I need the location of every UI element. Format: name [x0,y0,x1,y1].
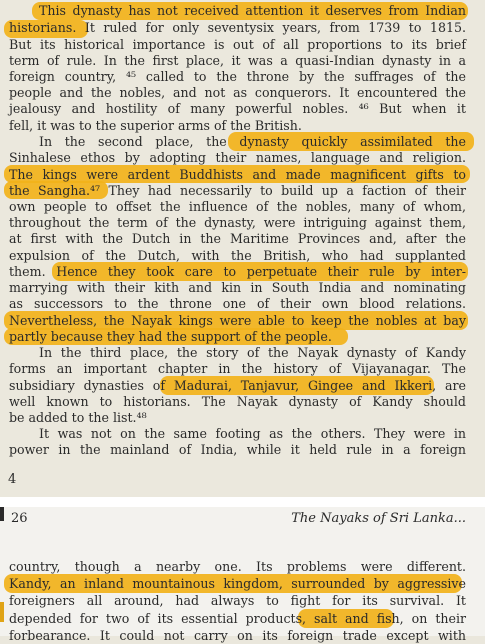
text-line: This dynasty has not received attention it deserves from Indian [39,3,466,18]
text-line: fell, it was to the superior arms of the British. [9,118,302,133]
text-line: Kandy, an inland mountainous kingdom, surrounded by aggressive [9,576,466,591]
text-line: Nevertheless, the Nayak kings were able to keep the nobles at bay [9,313,466,328]
text-line: marrying with their kith and kin in South India and nominating [9,280,466,295]
text-line: forbearance. It could not carry on its foreign trade except with [9,628,466,643]
text-line: term of rule. In the first place, it was a quasi-Indian dynasty in a [9,53,466,68]
text-line: power in the mainland of India, while it held rule in a foreign [9,442,466,457]
text-line: well known to historians. The Nayak dynasty of Kandy should [9,394,466,409]
text-line: throughout the term of the dynasty, were intriguing against them, [9,215,466,230]
text-line: historians. It ruled for only seventysix years, from 1739 to 1815. [9,20,466,35]
text-line: But its historical importance is out of all proportions to its brief [9,37,466,52]
text-line: foreign country, ⁴⁵ called to the throne by the suffrages of the [9,69,466,84]
text-line: at first with the Dutch in the Maritime Provinces and, after the [9,231,466,246]
page-number: 26 [11,511,28,526]
text-line: forms an important chapter in the history of Vijayanagar. The [9,361,466,376]
text-line: expulsion of the Dutch, with the British, who had supplanted [9,248,466,263]
text-line: own people to offset the influence of the nobles, many of whom, [9,199,466,214]
page-divider [0,497,485,507]
text-line: as successors to the throne one of their own blood relations. [9,296,466,311]
text-line: them. Hence they took care to perpetuate their rule by inter- [9,264,466,279]
page-number: 4 [8,472,17,487]
text-line: subsidiary dynasties of Madurai, Tanjavur, Gingee and Ikkeri, are [9,378,466,393]
text-line: It was not on the same footing as the others. They were in [39,426,466,441]
running-title: The Nayaks of Sri Lanka... [291,511,466,526]
text-line: country, though a nearby one. Its problems were different. [9,559,466,574]
text-line: the Sangha.⁴⁷ They had necessarily to build up a faction of their [9,183,466,198]
text-line: be added to the list.⁴⁸ [9,410,147,425]
text-line: foreigners all around, had always to fight for its survival. It [9,593,466,608]
text-line: In the second place, the dynasty quickly assimilated the [39,134,466,149]
text-line: jealousy and hostility of many powerful nobles. ⁴⁶ But when it [9,101,466,116]
text-line: depended for two of its essential products, salt and fish, on their [9,611,466,626]
text-line: In the third place, the story of the Nayak dynasty of Kandy [39,345,466,360]
text-line: The kings were ardent Buddhists and made magnificent gifts to [9,167,466,182]
edge-mark [0,507,4,521]
text-line: partly because they had the support of the people. [9,329,332,344]
edge-mark [0,602,4,622]
book-page-lower [0,507,485,643]
text-line: Sinhalese ethos by adopting their names, language and religion. [9,150,466,165]
text-line: people and the nobles, and not as conquerors. It encountered the [9,85,466,100]
